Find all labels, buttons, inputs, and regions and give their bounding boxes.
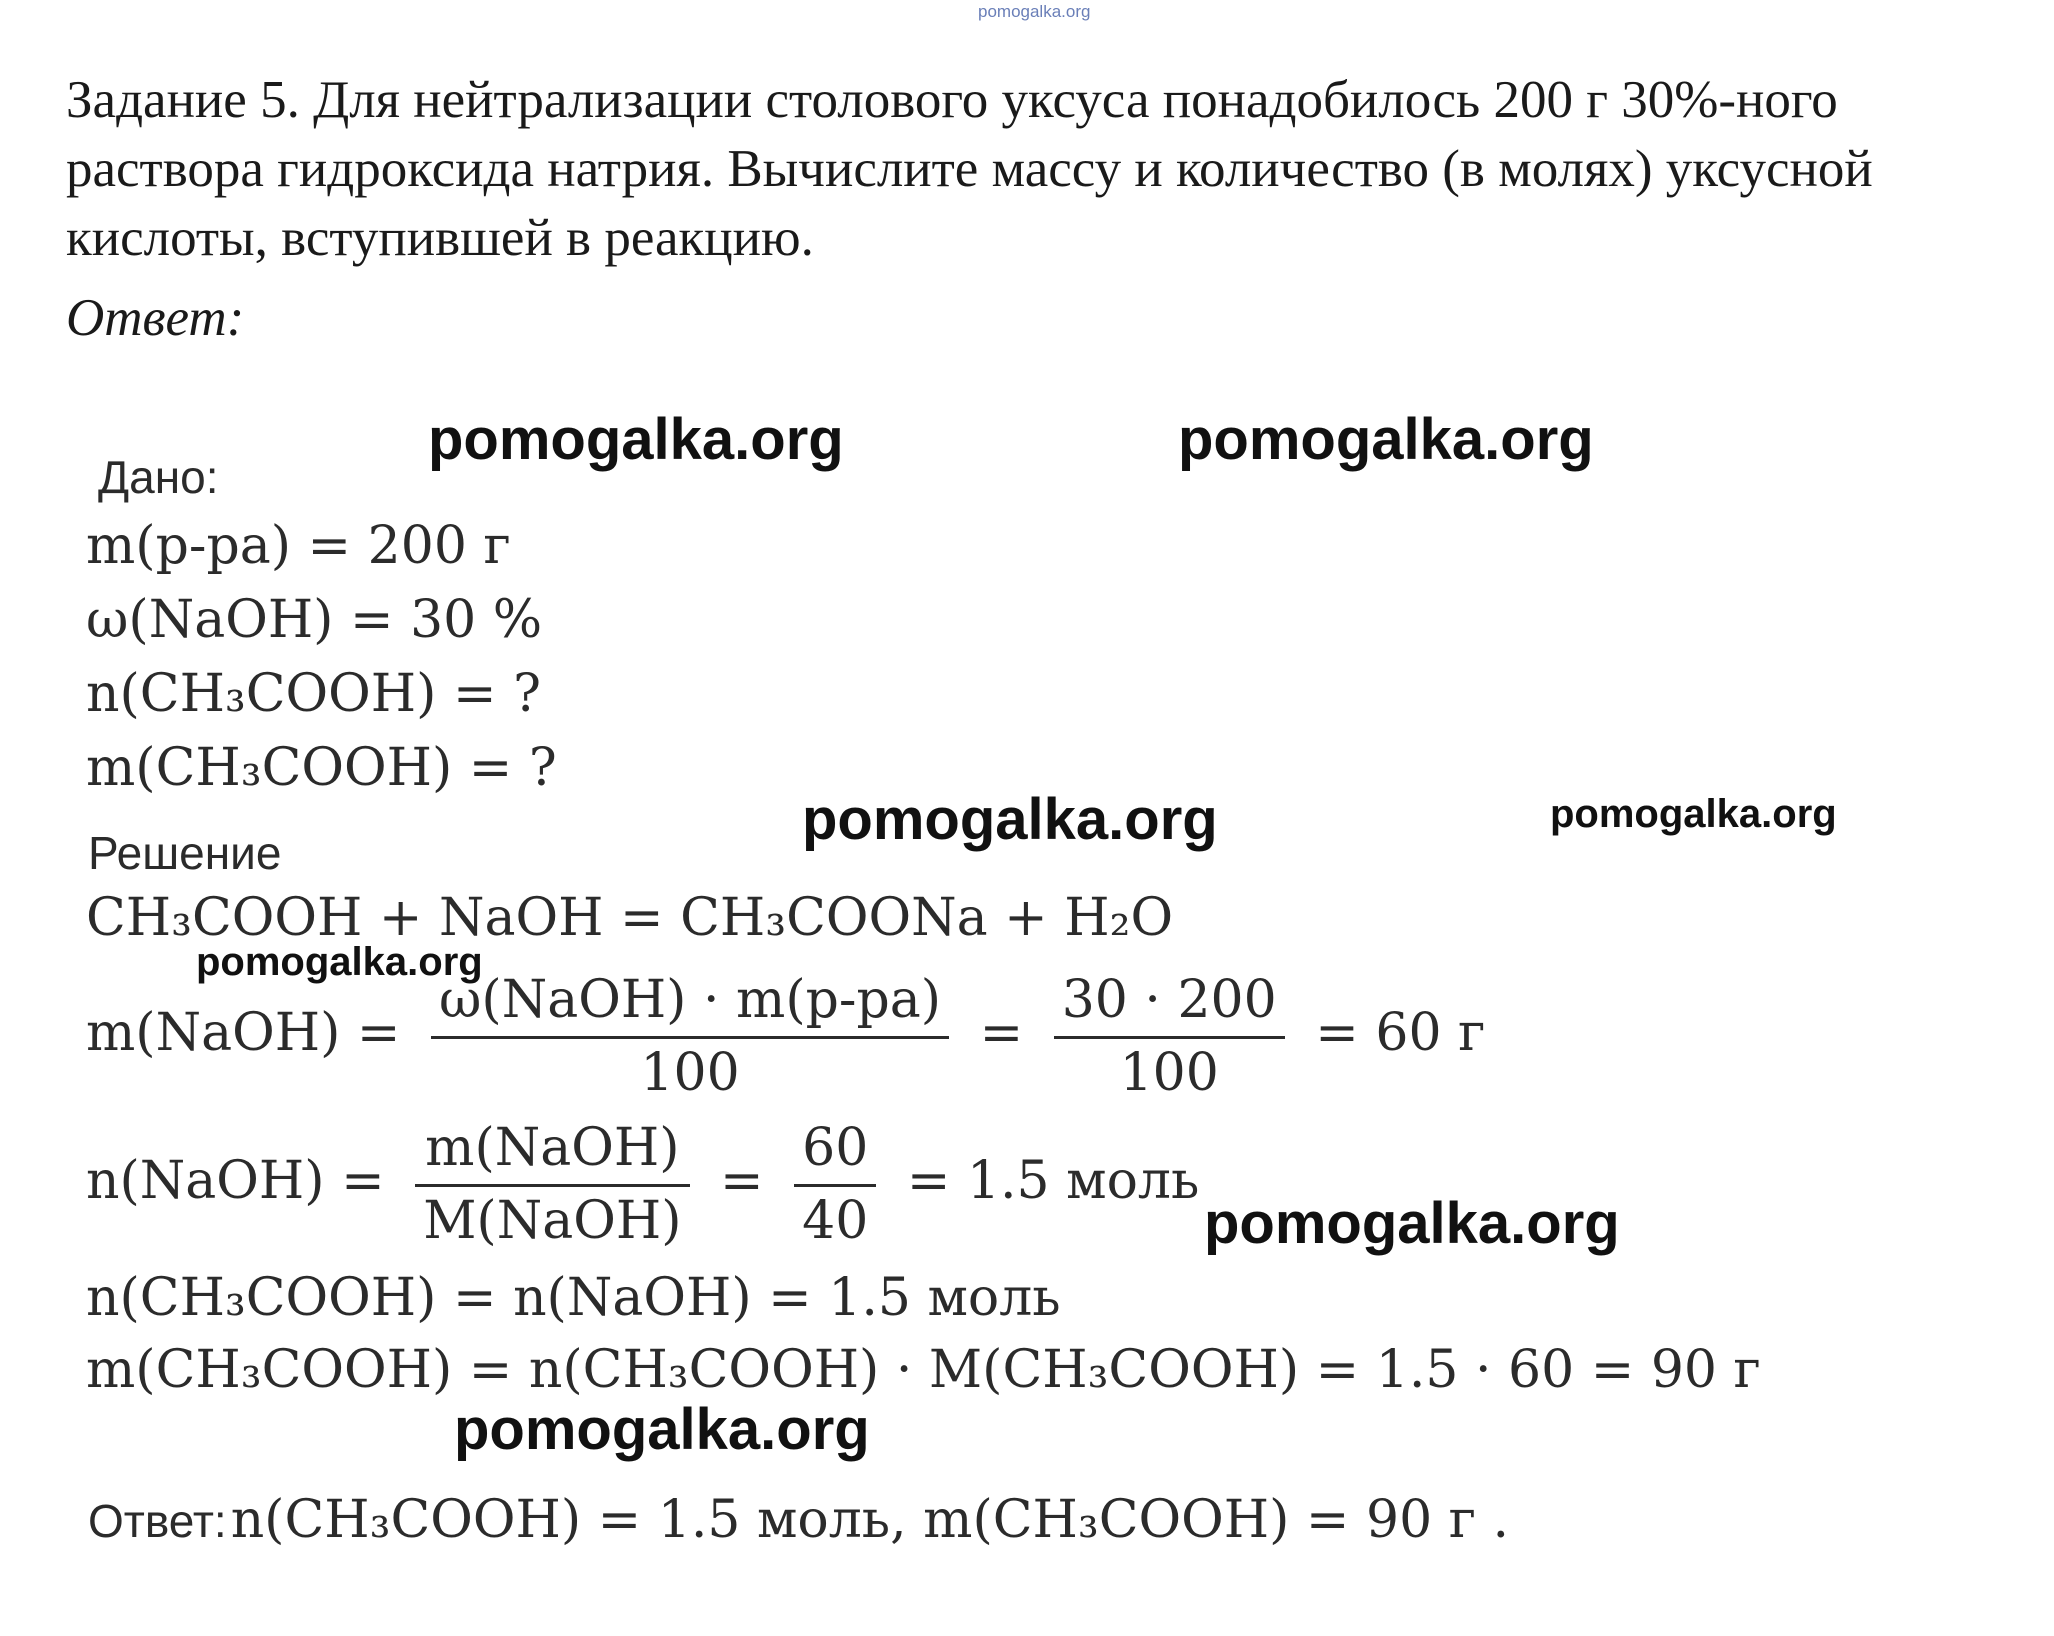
- answer-heading: Ответ:: [66, 289, 245, 347]
- reaction-equation: CH₃COOH + NaOH = CH₃COONa + H₂O: [86, 888, 1174, 948]
- equals-sign: =: [979, 1003, 1024, 1063]
- mass-naoh-fraction-2: [1054, 970, 1285, 1103]
- fraction-denominator: 100: [1119, 1043, 1219, 1103]
- formula-moles-naoh: [86, 1118, 1199, 1251]
- fraction-denominator: 100: [640, 1043, 740, 1103]
- equals-sign: =: [720, 1151, 764, 1211]
- moles-naoh-lhs: n(NaOH) =: [86, 1151, 385, 1211]
- given-line-acid-mass: m(CH₃COOH) = ?: [86, 738, 557, 798]
- mass-naoh-fraction-1: [431, 970, 949, 1103]
- fraction-numerator: 30 · 200: [1054, 970, 1285, 1039]
- top-watermark: pomogalka.org: [978, 2, 1091, 21]
- task-statement: Задание 5. Для нейтрализации столового уксуса понадобилось 200 г 30%-ного раствора гидроксида натрия. Вычислите массу и количество (в молях) уксусной кислоты, вступившей в реакцию.: [66, 71, 1873, 267]
- given-line-naoh-fraction: ω(NaOH) = 30 %: [86, 590, 543, 650]
- fraction-denominator: M(NaOH): [423, 1191, 682, 1251]
- watermark: pomogalka.org: [428, 407, 844, 472]
- moles-naoh-fraction-1: [415, 1118, 689, 1251]
- given-line-acid-moles: n(CH₃COOH) = ?: [86, 664, 541, 724]
- watermark: pomogalka.org: [1204, 1191, 1620, 1256]
- given-label: Дано:: [98, 451, 219, 503]
- given-line-solution-mass: m(р-ра) = 200 г: [86, 516, 511, 576]
- watermark: pomogalka.org: [1550, 792, 1837, 836]
- fraction-numerator: ω(NaOH) · m(р-ра): [431, 970, 949, 1039]
- formula-mass-naoh: [86, 970, 1485, 1103]
- final-answer: [88, 1490, 1509, 1550]
- watermark: pomogalka.org: [454, 1397, 870, 1462]
- watermark: pomogalka.org: [196, 940, 483, 984]
- mass-naoh-lhs: m(NaOH) =: [86, 1003, 401, 1063]
- moles-naoh-result: = 1.5 моль: [906, 1151, 1200, 1211]
- watermark: pomogalka.org: [802, 787, 1218, 852]
- fraction-numerator: m(NaOH): [415, 1118, 689, 1187]
- solution-label: Решение: [88, 827, 282, 879]
- formula-mass-acid: m(CH₃COOH) = n(CH₃COOH) · M(CH₃COOH) = 1.5 · 60 = 90 г: [86, 1340, 1761, 1400]
- formula-moles-acid: n(CH₃COOH) = n(NaOH) = 1.5 моль: [86, 1268, 1061, 1328]
- final-answer-label: Ответ:: [88, 1495, 227, 1547]
- fraction-numerator: 60: [794, 1118, 876, 1187]
- mass-naoh-result: = 60 г: [1315, 1003, 1486, 1063]
- watermark: pomogalka.org: [1178, 407, 1594, 472]
- fraction-denominator: 40: [802, 1191, 869, 1251]
- final-answer-text: n(CH₃COOH) = 1.5 моль, m(CH₃COOH) = 90 г .: [230, 1490, 1510, 1550]
- moles-naoh-fraction-2: [794, 1118, 876, 1251]
